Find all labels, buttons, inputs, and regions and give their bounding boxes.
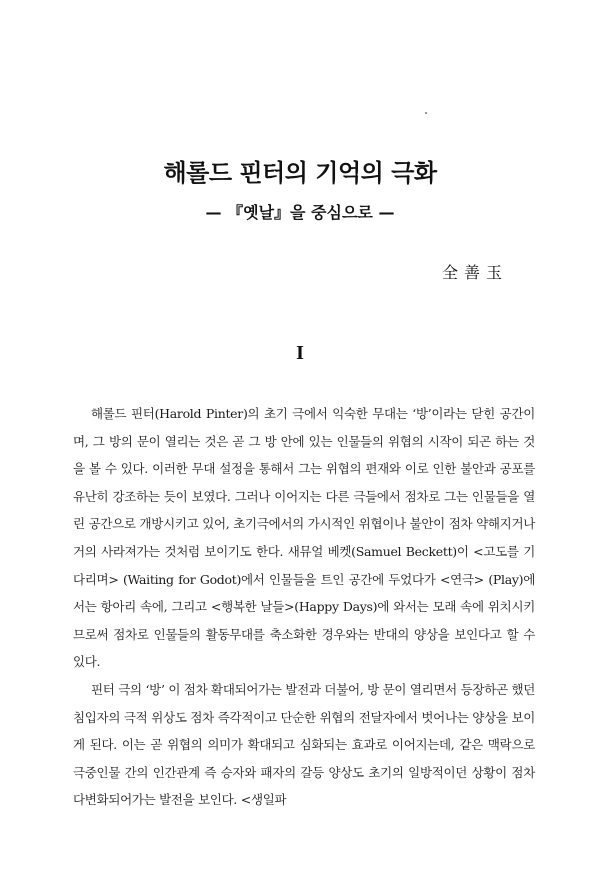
- scan-speck: [425, 112, 427, 114]
- section-heading: I: [296, 342, 304, 364]
- article-title: 해롤드 핀터의 기억의 극화: [163, 159, 437, 187]
- body-text: [73, 400, 535, 814]
- article-subtitle: — 『옛날』을 중심으로 —: [205, 203, 395, 222]
- author-name: 全善玉: [441, 263, 508, 282]
- paragraph-2: 핀터 극의 ‘방’ 이 점차 확대되어가는 발전과 더불어, 방 문이 열리면서 등장하곤 했던 침입자의 극적 위상도 점차 즉각적이고 단순한 위협의 전달자에서 벗어나는 양상을 보이게 된다. 이는 곧 위협의 의미가 확대되고 심화되는 효과로 이어지는데, 같은 맥락으로 극중인물 간의 인간관계 즉 승자와 패자의 갈등 양상도 초기의 일방적이던 상황이 점차 다변화되어가는 발전을 보인다. <생일파: [73, 681, 535, 808]
- paragraph-1: 해롤드 핀터(Harold Pinter)의 초기 극에서 익숙한 무대는 ‘방’이라는 닫힌 공간이며, 그 방의 문이 열리는 것은 곧 그 방 안에 있는 인물들의 위협의 시작이 되곤 하는 것을 볼 수 있다. 이러한 무대 설정을 통해서 그는 위협의 편재와 이로 인한 불안과 공포를 유난히 강조하는 듯이 보였다. 그러나 이어지는 다른 극들에서 점차로 그는 인물들을 열린 공간으로 개방시키고 있어, 초기극에서의 가시적인 위협이나 불안이 점차 약해지거나 거의 사라져가는 것처럼 보이기도 한다. 새뮤얼 베켓(Samuel Beckett)이 <고도를 기다리며> (Waiting for Godot)에서 인물들을 트인 공간에 두었다가 <연극> (Play)에서는 항아리 속에, 그리고 <행복한 날들>(Happy Days)에 와서는 모래 속에 위치시키므로써 점차로 인물들의 활동무대를 축소화한 경우와는 반대의 양상을 보인다고 할 수 있다.: [73, 406, 535, 670]
